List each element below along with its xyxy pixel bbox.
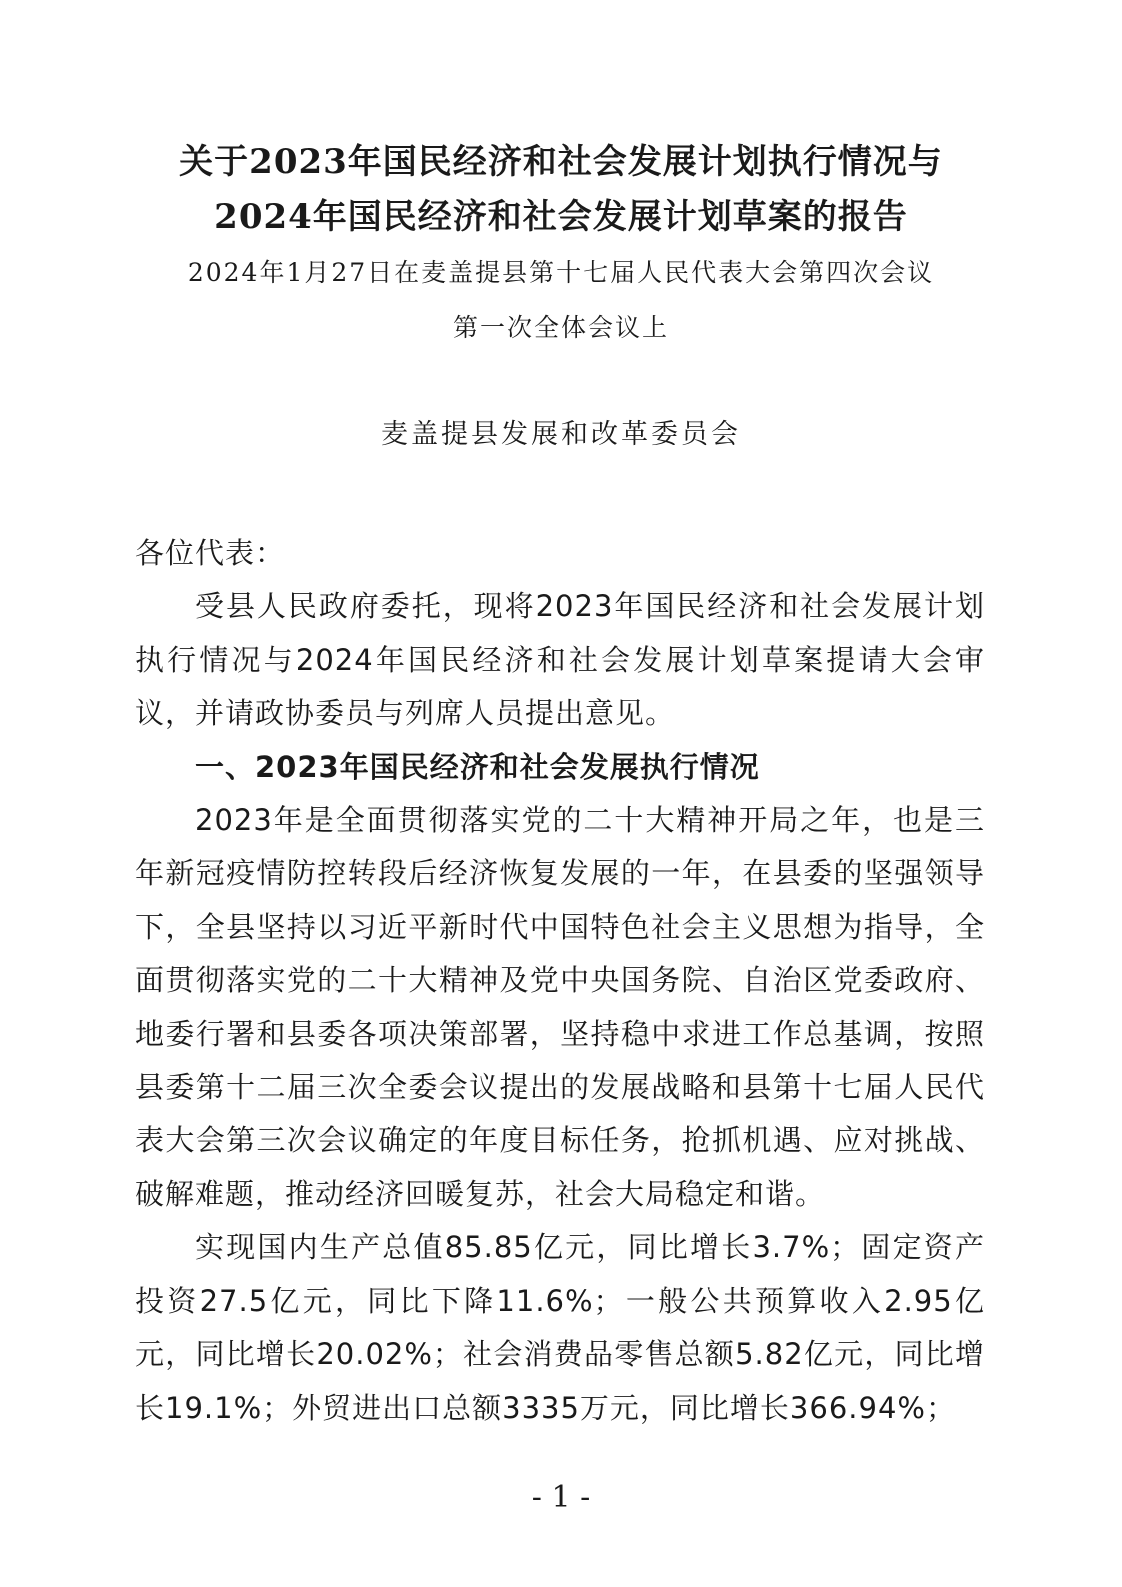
report-title-line-2: 2024年国民经济和社会发展计划草案的报告: [214, 197, 908, 237]
indicators-paragraph: 实现国内生产总值85.85亿元，同比增长3.7%；固定资产投资27.5亿元，同比下降11.6%；一般公共预算收入2.95亿元，同比增长20.02%；社会消费品零售总额5.82亿元，同比增长19.1%；外贸进出口总额3335万元，同比增长366.94%；: [135, 1230, 985, 1425]
section-heading: 一、2023年国民经济和社会发展执行情况: [195, 749, 760, 784]
meeting-subtitle-line-1: 2024年1月27日在麦盖提县第十七届人民代表大会第四次会议: [187, 258, 935, 287]
intro-paragraph: 受县人民政府委托，现将2023年国民经济和社会发展计划执行情况与2024年国民经济和社会发展计划草案提请大会审议，并请政协委员与列席人员提出意见。: [135, 589, 985, 731]
issuing-organization: 麦盖提县发展和改革委员会: [381, 419, 741, 450]
overview-paragraph: 2023年是全面贯彻落实党的二十大精神开局之年，也是三年新冠疫情防控转段后经济恢复发展的一年，在县委的坚强领导下，全县坚持以习近平新时代中国特色社会主义思想为指导，全面贯彻落实党的二十大精神及党中央国务院、自治区党委政府、地委行署和县委各项决策部署，坚持稳中求进工作总基调，按照县委第十二届三次全委会议提出的发展战略和县第十七届人民代表大会第三次会议确定的年度目标任务，抢抓机遇、应对挑战、破解难题，推动经济回暖复苏，社会大局稳定和谐。: [135, 803, 985, 1211]
page-number: - 1 -: [531, 1480, 591, 1515]
report-title-line-1: 关于2023年国民经济和社会发展计划执行情况与: [179, 142, 943, 182]
report-body: [135, 527, 985, 1435]
meeting-subtitle-line-2: 第一次全体会议上: [452, 313, 669, 342]
salutation: 各位代表：: [135, 536, 286, 570]
